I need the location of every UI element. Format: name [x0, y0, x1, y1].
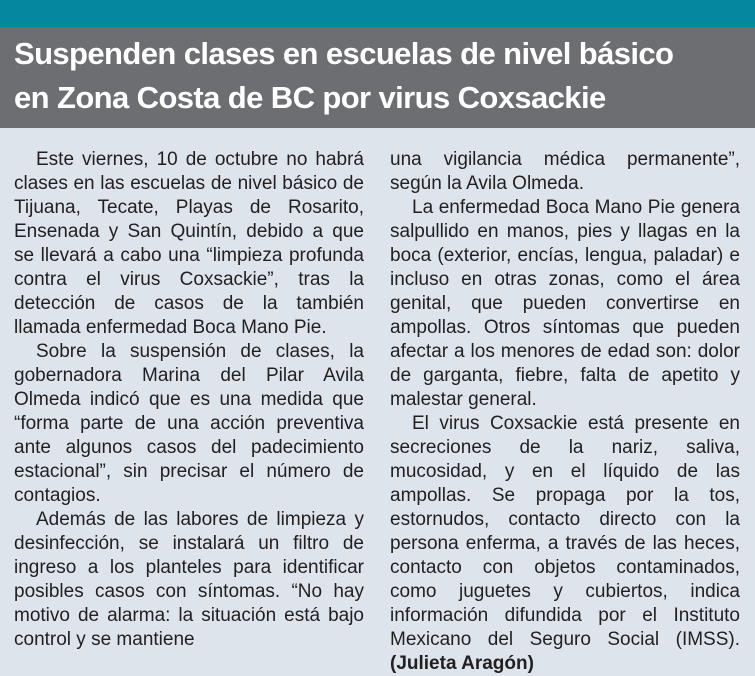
byline: (Julieta Aragón) — [390, 653, 534, 674]
paragraph-2: Sobre la suspensión de clases, la gobernadora Marina del Pilar Avila Olmeda indicó que es una medida que “forma parte de una acción preventiva ante algunos casos del padecimiento estacional”, sin precisar el número de contagios. — [14, 341, 364, 506]
paragraph-1: Este viernes, 10 de octubre no habrá clases en las escuelas de nivel básico de Tijuana, Tecate, Playas de Rosarito, Ensenada y San Quintín, debido a que se llevará a cabo una “limpieza profunda contra el virus Coxsackie”, tras la detección de casos de la también llamada enfermedad Boca Mano Pie. — [14, 149, 364, 338]
top-accent-bar — [0, 0, 755, 27]
paragraph-3: Además de las labores de limpieza y desinfección, se instalará un filtro de ingreso a los planteles para identificar posibles casos con síntomas. “No hay motivo de alarma: la situación está bajo control y se mantiene — [14, 509, 364, 650]
article-header — [0, 27, 755, 128]
article-body — [0, 128, 755, 676]
paragraph-3-continuation: una vigilancia médica permanente”, según la Avila Olmeda. — [390, 149, 740, 194]
left-column — [14, 148, 364, 676]
paragraph-5 — [390, 412, 740, 676]
article-title — [14, 32, 741, 120]
article-title-line2: en Zona Costa de BC por virus Coxsackie — [14, 80, 606, 115]
paragraph-5-text: El virus Coxsackie está presente en secreciones de la nariz, saliva, mucosidad, y en el líquido de las ampollas. Se propaga por la tos, estornudos, contacto directo con la persona enferma, a través de las heces, contacto con objetos contaminados, como juguetes y cubiertos, indica información difundida por el Instituto Mexicano del Seguro Social (IMSS). — [390, 413, 740, 650]
article-title-line1: Suspenden clases en escuelas de nivel básico — [14, 36, 674, 71]
paragraph-4: La enfermedad Boca Mano Pie genera salpullido en manos, pies y llagas en la boca (exterior, encías, lengua, paladar) e incluso en otras zonas, como el área genital, que pueden convertirse en ampollas. Otros síntomas que pueden afectar a los menores de edad son: dolor de garganta, fiebre, falta de apetito y malestar general. — [390, 197, 740, 410]
right-column — [390, 148, 740, 676]
